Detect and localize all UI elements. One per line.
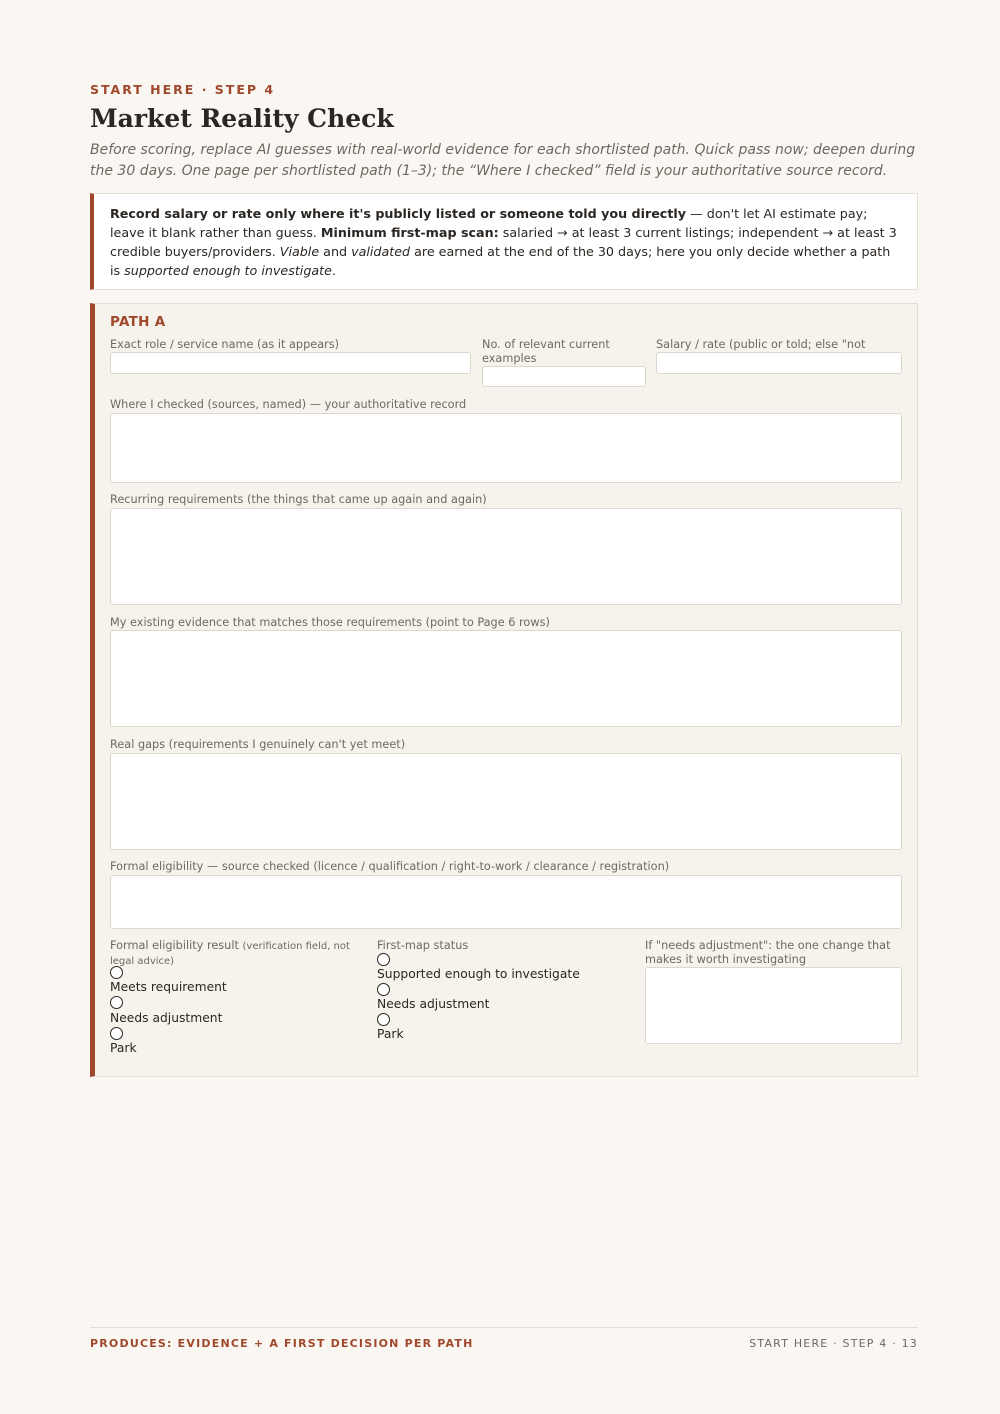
eligibility-field[interactable]	[110, 875, 902, 929]
intro-text: Before scoring, replace AI guesses with real-world evidence for each shortlisted path. Quick pass now; deepen during the 30 days. One page per shortlisted path (1–3); the “Where I checked” field is your authoritative source record.	[90, 142, 916, 179]
eligibility-result-note: (verification field, not legal advice)	[110, 941, 350, 967]
footer-page-ref: START HERE · STEP 4 · 13	[749, 1337, 918, 1350]
radio-label: Needs adjustment	[110, 1011, 223, 1025]
worksheet-page	[90, 0, 918, 1414]
radio-status-needs-adjustment[interactable]	[377, 983, 390, 996]
eligibility-label: Formal eligibility — source checked (licence / qualification / right-to-work / clearance / registration)	[110, 860, 670, 873]
radio-label: Supported enough to investigate	[377, 967, 580, 981]
role-field[interactable]	[110, 352, 471, 374]
eligibility-result-label	[110, 939, 372, 968]
salary-label: Salary / rate (public or told; else "not	[656, 338, 866, 351]
path-heading: PATH A	[110, 314, 166, 330]
radio-label: Park	[110, 1041, 137, 1055]
gaps-field[interactable]	[110, 753, 902, 850]
recurring-field[interactable]	[110, 508, 902, 605]
gaps-label: Real gaps (requirements I genuinely can't yet meet)	[110, 738, 406, 751]
status-label: First-map status	[377, 939, 469, 952]
radio-meets-requirement[interactable]	[110, 966, 123, 979]
radio-status-park[interactable]	[377, 1013, 390, 1026]
radio-label: Park	[377, 1027, 404, 1041]
examples-field[interactable]	[482, 366, 646, 387]
radio-label: Needs adjustment	[377, 997, 490, 1011]
callout-period: .	[331, 263, 336, 278]
callout-scan-rule: Minimum first-map scan:	[320, 225, 499, 240]
salary-field[interactable]	[656, 352, 902, 374]
radio-eligibility-needs-adjustment[interactable]	[110, 996, 123, 1009]
callout-decision-note: are earned at the end of the 30 days; here you only decide whether a path is	[110, 244, 891, 278]
callout-validated: validated	[351, 244, 411, 259]
footer-divider	[90, 1327, 918, 1328]
evidence-label: My existing evidence that matches those requirements (point to Page 6 rows)	[110, 616, 550, 629]
recurring-label: Recurring requirements (the things that came up again and again)	[110, 493, 487, 506]
radio-eligibility-park[interactable]	[110, 1027, 123, 1040]
adjust-label: If "needs adjustment": the one change that makes it worth investigating	[645, 939, 891, 966]
callout-scan-note: salaried → at least 3 current listings; independent → at least 3 credible buyers/providers.	[110, 225, 897, 259]
step-eyebrow: START HERE · STEP 4	[90, 82, 276, 97]
checked-field[interactable]	[110, 413, 902, 483]
callout-viable: Viable	[279, 244, 320, 259]
evidence-field[interactable]	[110, 630, 902, 727]
checked-label: Where I checked (sources, named) — your authoritative record	[110, 398, 467, 411]
footer-produces: PRODUCES: EVIDENCE + A FIRST DECISION PER PATH	[90, 1337, 474, 1350]
examples-label: No. of relevant current examples	[482, 338, 610, 365]
role-label: Exact role / service name (as it appears)	[110, 338, 340, 351]
callout-and: and	[319, 244, 352, 259]
guidance-callout	[90, 193, 918, 290]
callout-supported: supported enough to investigate	[124, 263, 332, 278]
radio-label: Meets requirement	[110, 980, 227, 994]
callout-salary-rule: Record salary or rate only where it's publicly listed or someone told you directly	[110, 206, 687, 221]
page-title: Market Reality Check	[90, 104, 394, 133]
eligibility-result-title: Formal eligibility result	[110, 939, 239, 952]
callout-salary-note: — don't let AI estimate pay; leave it blank rather than guess.	[110, 206, 868, 240]
adjust-field[interactable]	[645, 967, 902, 1044]
radio-supported[interactable]	[377, 953, 390, 966]
